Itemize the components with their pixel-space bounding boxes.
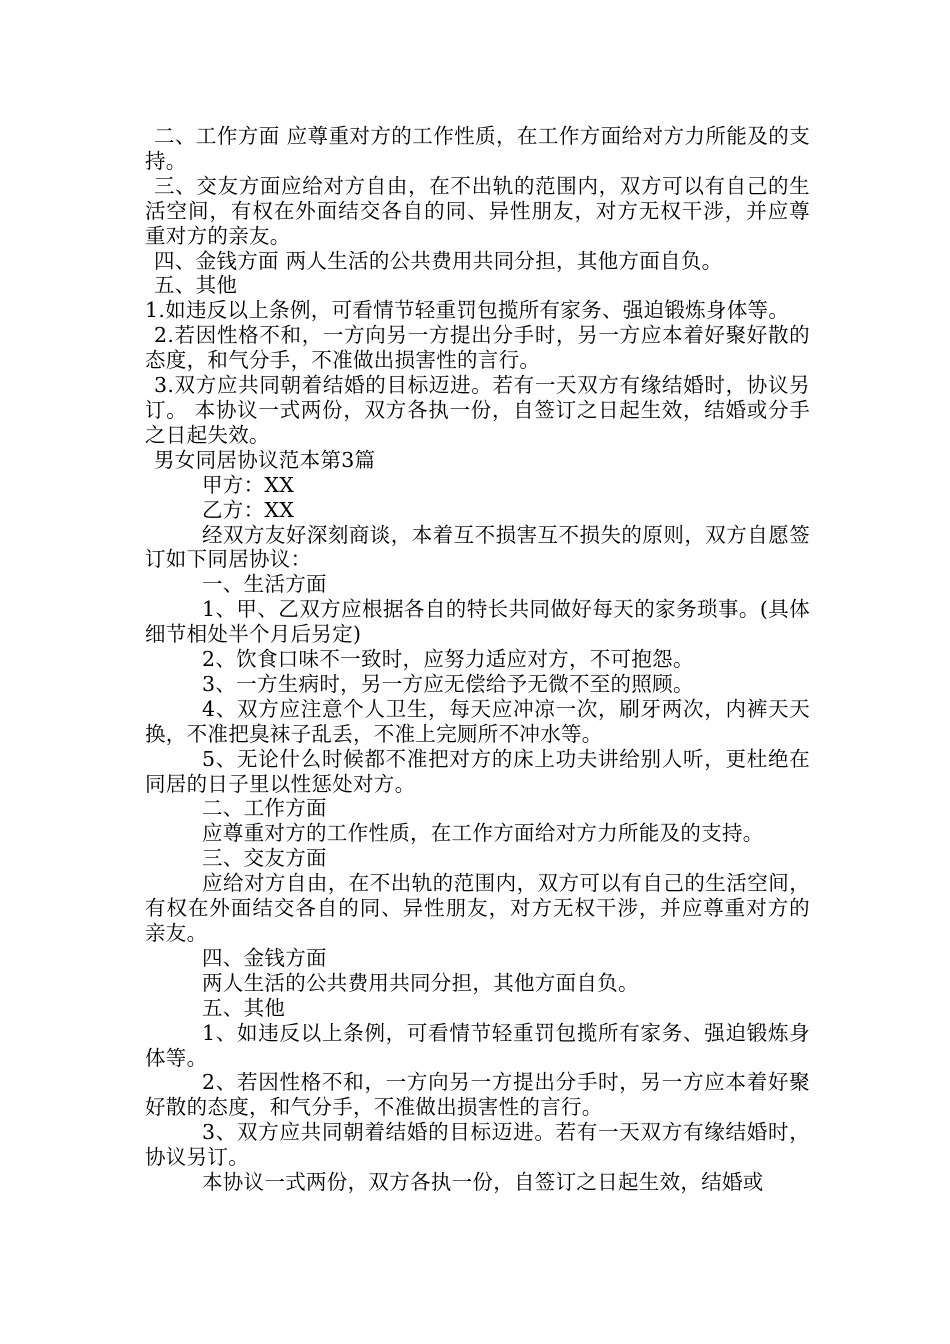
paragraph-other-3: 3.双方应共同朝着结婚的目标迈进。若有一天双方有缘结婚时，协议另订。 本协议一式两份，双方各执一份，自签订之日起生效，结婚或分手之日起失效。 [145,373,810,447]
living-item-2: 2、饮食口味不一致时，应努力适应对方，不可抱怨。 [202,647,694,672]
paragraph-friends: 三、交友方面应给对方自由，在不出轨的范围内，双方可以有自己的生活空间，有权在外面结交各自的同、异性朋友，对方无权干涉，并应尊重对方的亲友。 [145,173,810,248]
heading-work: 二、工作方面 [202,796,327,821]
living-item-1: 1、甲、乙双方应根据各自的特长共同做好每天的家务琐事。(具体细节相处半个月后另定) [145,597,810,647]
party-a: 甲方：XX [202,472,295,497]
other-item-2: 2、若因性格不和，一方向另一方提出分手时，另一方应本着好聚好散的态度，和气分手，不准做出损害性的言行。 [145,1070,810,1120]
friends-text: 应给对方自由，在不出轨的范围内，双方可以有自己的生活空间，有权在外面结交各自的同、异性朋友，对方无权干涉，并应尊重对方的亲友。 [145,871,810,945]
paragraph-other-heading: 五、其他 [154,273,238,298]
living-item-4: 4、双方应注意个人卫生，每天应冲凉一次，刷牙两次，内裤天天换，不准把臭袜子乱丢，不准上完厕所不冲水等。 [145,696,810,746]
heading-other: 五、其他 [202,995,286,1020]
other-item-3: 3、双方应共同朝着结婚的目标迈进。若有一天双方有缘结婚时，协议另订。 [145,1120,810,1170]
paragraph-work: 二、工作方面 应尊重对方的工作性质，在工作方面给对方力所能及的支持。 [145,124,810,173]
heading-living: 一、生活方面 [202,572,327,597]
living-item-5: 5、无论什么时候都不准把对方的床上功夫讲给别人听，更杜绝在同居的日子里以性惩处对方。 [145,746,810,796]
money-text: 两人生活的公共费用共同分担，其他方面自负。 [202,970,639,995]
heading-friends: 三、交友方面 [202,846,327,871]
other-item-1: 1、如违反以上条例，可看情节轻重罚包揽所有家务、强迫锻炼身体等。 [145,1020,810,1070]
work-text: 应尊重对方的工作性质，在工作方面给对方力所能及的支持。 [202,821,764,846]
paragraph-other-1: 1.如违反以上条例，可看情节轻重罚包揽所有家务、强迫锻炼身体等。 [145,298,790,323]
party-b: 乙方：XX [202,497,295,522]
section-heading: 男女同居协议范本第3篇 [154,447,376,472]
paragraph-money: 四、金钱方面 两人生活的公共费用共同分担，其他方面自负。 [154,248,723,273]
paragraph-other-2: 2.若因性格不和，一方向另一方提出分手时，另一方应本着好聚好散的态度，和气分手，不准做出损害性的言行。 [145,323,810,373]
document-body [145,124,810,1195]
heading-money: 四、金钱方面 [202,945,327,970]
preamble: 经双方友好深刻商谈，本着互不损害互不损失的原则，双方自愿签订如下同居协议： [145,522,810,572]
closing-text: 本协议一式两份，双方各执一份，自签订之日起生效，结婚或 [202,1170,764,1195]
living-item-3: 3、一方生病时，另一方应无偿给予无微不至的照顾。 [202,671,694,696]
